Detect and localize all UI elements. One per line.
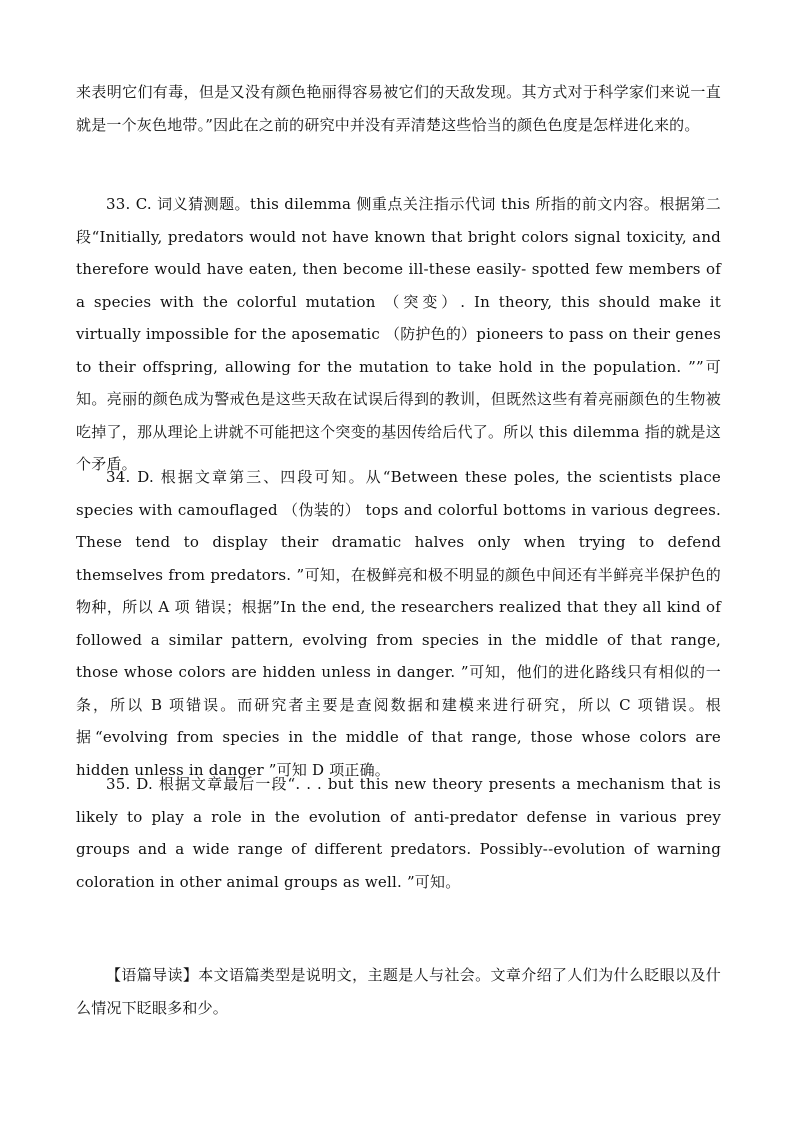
paragraph-continuation-text: 来表明它们有毒，但是又没有颜色艳丽得容易被它们的天敌发现。其方式对于科学家们来说一直就是一个灰色地带。”因此在之前的研究中并没有弄清楚这些恰当的颜色色度是怎样进化来的。 xyxy=(76,83,721,134)
reading-guide xyxy=(76,959,721,1024)
answer-33-explanation xyxy=(76,188,721,481)
reading-guide-text: 【语篇导读】本文语篇类型是说明文，主题是人与社会。文章介绍了人们为什么眨眼以及什么情况下眨眼多和少。 xyxy=(76,966,721,1017)
answer-35-text: 35. D. 根据文章最后一段“. . . but this new theory presents a mechanism that is likely to play a role in the evolution of anti-predator defense in various prey groups and a wide range of different predators. Possibly--evolution of warning coloration in other animal groups as well. ”可知。 xyxy=(76,775,721,891)
answer-35-explanation xyxy=(76,768,721,898)
answer-34-explanation xyxy=(76,461,721,786)
answer-33-text: 33. C. 词义猜测题。this dilemma 侧重点关注指示代词 this 所指的前文内容。根据第二段“Initially, predators would not have known that bright colors signal toxicity, and therefore would have eaten, then become ill-these easily- spotted few members of a species with the colorful mutation （突变）. In theory, this should make it virtually impossible for the aposematic （防护色的）pioneers to pass on their genes to their offspring, allowing for the mutation to take hold in the population. ””可知。亮丽的颜色成为警戒色是这些天敌在试误后得到的教训，但既然这些有着亮丽颜色的生物被吃掉了，那从理论上讲就不可能把这个突变的基因传给后代了。所以 this dilemma 指的就是这个矛盾。 xyxy=(76,195,721,473)
answer-34-text: 34. D. 根据文章第三、四段可知。从“Between these poles, the scientists place species with camouflaged （伪装的） tops and colorful bottoms in various degrees. These tend to display their dramatic halves only when trying to defend themselves from predators. ”可知，在极鲜亮和极不明显的颜色中间还有半鲜亮半保护色的物种，所以 A 项 错误；根据”In the end, the researchers realized that they all kind of followed a similar pattern, evolving from species in the middle of that range, those whose colors are hidden unless in danger. ”可知，他们的进化路线只有相似的一条，所以 B 项错误。而研究者主要是查阅数据和建模来进行研究，所以 C 项错误。根据“evolving from species in the middle of that range, those whose colors are hidden unless in danger ”可知 D 项正确。 xyxy=(76,468,721,779)
paragraph-continuation xyxy=(76,76,721,141)
